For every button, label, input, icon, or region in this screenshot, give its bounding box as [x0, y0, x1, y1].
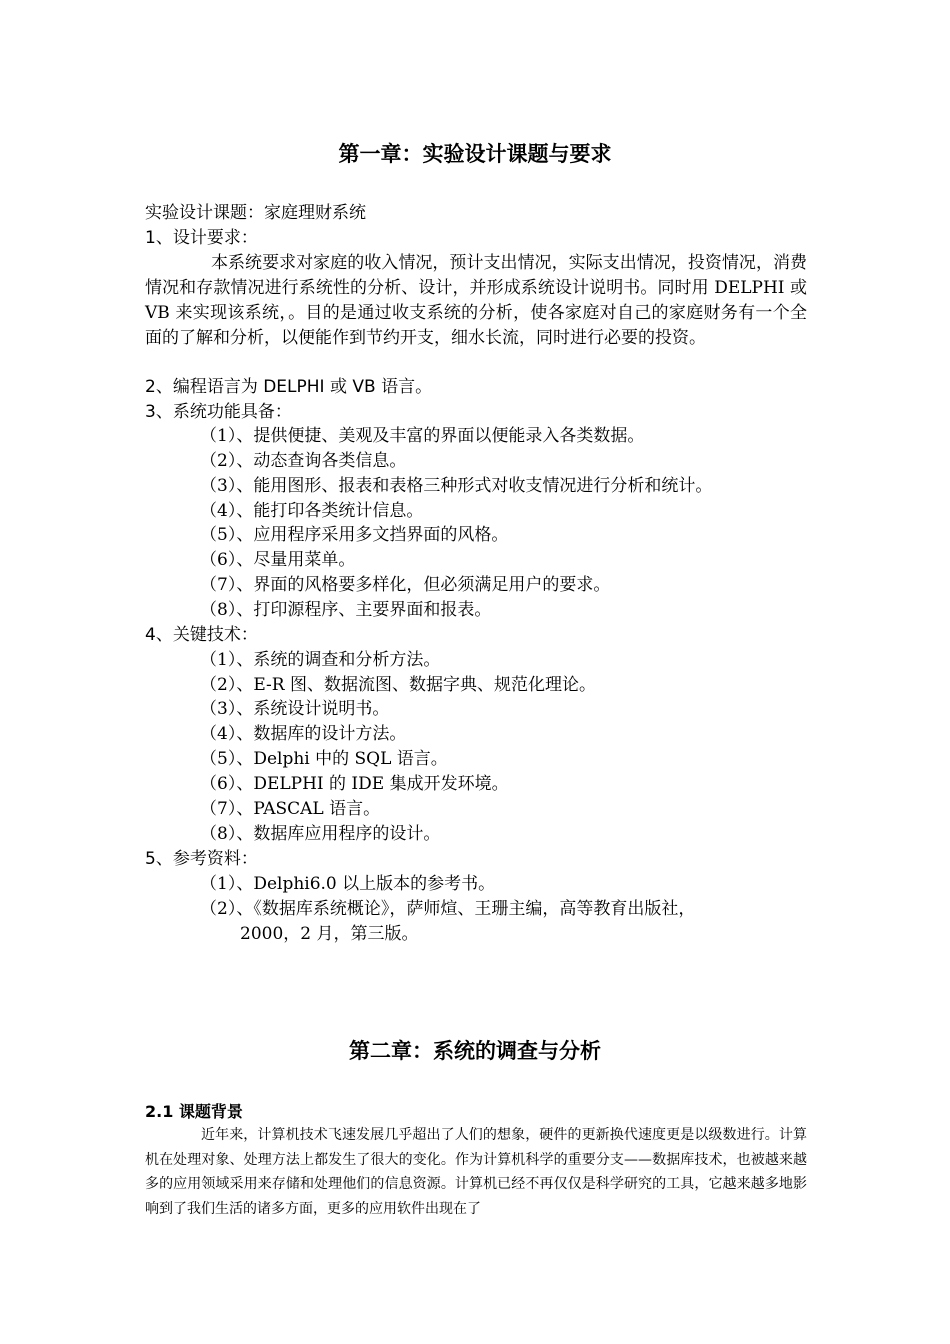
function-item: （1）、提供便捷、美观及丰富的界面以便能录入各类数据。 — [200, 426, 645, 446]
tech-item: （3）、系统设计说明书。 — [200, 699, 390, 719]
function-item: （8）、打印源程序、主要界面和报表。 — [200, 600, 492, 620]
design-topic: 实验设计课题：家庭理财系统 — [145, 203, 366, 223]
function-item: （7）、界面的风格要多样化，但必须满足用户的要求。 — [200, 575, 611, 595]
tech-item: （5）、Delphi 中的 SQL 语言。 — [200, 749, 448, 769]
tech-item: （8）、数据库应用程序的设计。 — [200, 824, 441, 844]
chapter-1-title: 第一章：实验设计课题与要求 — [338, 142, 612, 166]
function-item: （2）、动态查询各类信息。 — [200, 451, 407, 471]
section-heading: 2.1 课题背景 — [145, 1102, 243, 1121]
reference-item: （1）、Delphi6.0 以上版本的参考书。 — [200, 874, 496, 894]
language-heading: 2、编程语言为 DELPHI 或 VB 语言。 — [145, 377, 433, 397]
reference-continuation: 2000，2 月，第三版。 — [240, 924, 419, 944]
tech-item: （1）、系统的调查和分析方法。 — [200, 650, 441, 670]
key-tech-heading: 4、关键技术： — [145, 625, 258, 645]
chapter-2-title: 第二章：系统的调查与分析 — [349, 1039, 601, 1063]
tech-item: （7）、PASCAL 语言。 — [200, 799, 381, 819]
tech-item: （2）、E-R 图、数据流图、数据字典、规范化理论。 — [200, 675, 596, 695]
background-paragraph: 近年来，计算机技术飞速发展几乎超出了人们的想象，硬件的更新换代速度更是以级数进行。计算机在处理对象、处理方法上都发生了很大的变化。作为计算机科学的重要分支——数据库技术，也被越来越多的应用领域采用来存储和处理他们的信息资源。计算机已经不再仅仅是科学研究的工具，它越来越多地影响到了我们生活的诸多方面，更多的应用软件出现在了 — [145, 1127, 807, 1217]
function-item: （3）、能用图形、报表和表格三种形式对收支情况进行分析和统计。 — [200, 476, 713, 496]
requirements-heading: 1、设计要求： — [145, 228, 258, 248]
requirements-paragraph: 本系统要求对家庭的收入情况，预计支出情况，实际支出情况，投资情况，消费情况和存款情况进行系统性的分析、设计，并形成系统设计说明书。同时用 DELPHI 或 VB 来实现该系统，。目的是通过收支系统的分析，使各家庭对自己的家庭财务有一个全面的了解和分析，以便能作到节约开支，细水长流，同时进行必要的投资。 — [145, 253, 807, 348]
reference-item: （2）、《数据库系统概论》，萨师煊、王珊主编，高等教育出版社， — [200, 899, 696, 919]
references-heading: 5、参考资料： — [145, 849, 258, 869]
function-item: （4）、能打印各类统计信息。 — [200, 501, 424, 521]
function-item: （6）、尽量用菜单。 — [200, 550, 356, 570]
functions-heading: 3、系统功能具备： — [145, 402, 292, 422]
tech-item: （6）、DELPHI 的 IDE 集成开发环境。 — [200, 774, 509, 794]
tech-item: （4）、数据库的设计方法。 — [200, 724, 407, 744]
function-item: （5）、应用程序采用多文挡界面的风格。 — [200, 525, 509, 545]
